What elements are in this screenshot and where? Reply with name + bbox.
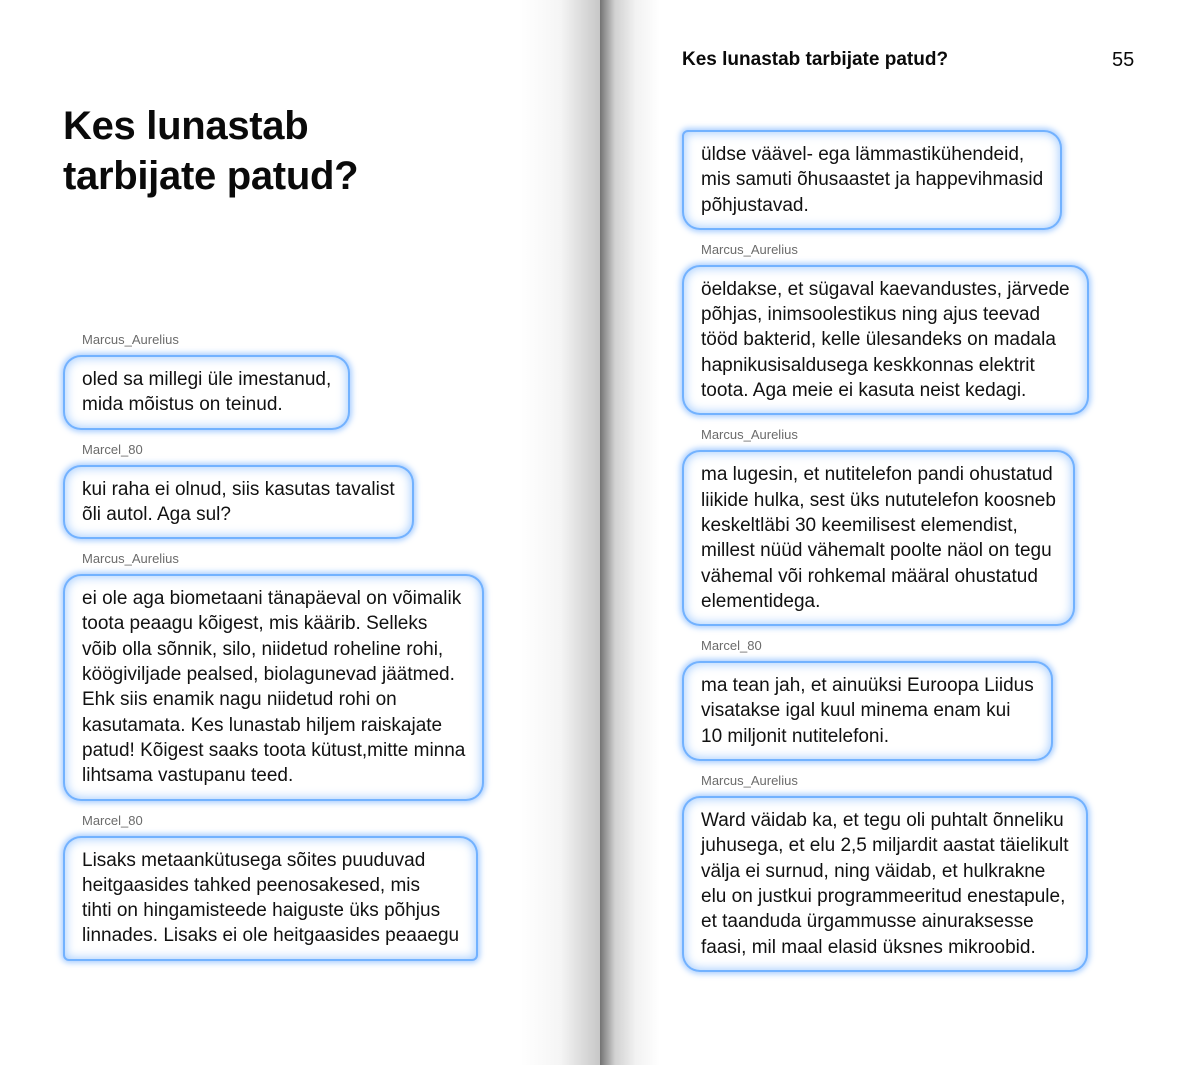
- message-username: Marcus_Aurelius: [701, 241, 798, 257]
- message-bubble: ma lugesin, et nutitelefon pandi ohustatud liikide hulka, sest üks nututelefon koosneb keskeltläbi 30 keemilisest elemendist, millest nüüd vähemalt poolte näol on tegu vähemal või rohkemal määral ohustatud elementidega.: [682, 450, 1075, 626]
- chat-message: [63, 332, 484, 430]
- chat-thread-left: [63, 332, 484, 961]
- message-username: Marcus_Aurelius: [82, 332, 179, 347]
- message-bubble: Ward väidab ka, et tegu oli puhtalt õnneliku juhusega, et elu 2,5 miljardit aastat täielikult välja ei surnud, ning väidab, et hulkrakne elu on justkui programmeeritud enestapule, et taanduda ürgammusse ainuraksesse faasi, mil maal elasid üksnes mikroobid.: [682, 796, 1088, 972]
- page-number: 55: [1112, 49, 1135, 71]
- page-title: Kes lunastab tarbijate patud?: [63, 104, 359, 198]
- message-bubble: ma tean jah, et ainuüksi Euroopa Liidus visatakse igal kuul minema enam kui 10 miljonit nutitelefoni.: [682, 661, 1053, 761]
- chat-message: [682, 638, 1089, 761]
- chat-message: [63, 442, 484, 540]
- chat-message: [682, 427, 1089, 626]
- message-username: Marcel_80: [82, 441, 143, 457]
- message-bubble: kui raha ei olnud, siis kasutas tavalist õli autol. Aga sul?: [63, 465, 414, 540]
- running-head: Kes lunastab tarbijate patud?: [682, 49, 949, 70]
- gutter-shadow-right: [600, 0, 660, 1065]
- message-bubble: Lisaks metaankütusega sõites puuduvad heitgaasides tahked peenosakesed, mis tihti on hingamisteede haiguste üks põhjus linnades. Lisaks ei ole heitgaasides peaaegu: [63, 836, 478, 961]
- message-bubble: öeldakse, et sügaval kaevandustes, järvede põhjas, inimsoolestikus ning ajus teevad tööd bakterid, kelle ülesandeks on madala hapnikusisaldusega keskkonnas elektrit toota. Aga meie ei kasuta neist kedagi.: [682, 265, 1089, 415]
- chat-message: [63, 551, 484, 800]
- gutter-shadow-left: [520, 0, 600, 1065]
- message-username: Marcus_Aurelius: [82, 551, 179, 567]
- message-username: Marcel_80: [701, 638, 762, 654]
- message-bubble: oled sa millegi üle imestanud, mida mõistus on teinud.: [63, 355, 350, 430]
- message-bubble: ei ole aga biometaani tänapäeval on võimalik toota peaagu kõigest, mis käärib. Selleks võib olla sõnnik, silo, niidetud roheline rohi, köögiviljade pealsed, biolagunevad jäätmed. Ehk siis enamik nagu niidetud rohi on kasutamata. Kes lunastab hiljem raiskajate patud! Kõigest saaks toota kütust,mitte minna lihtsama vastupanu teed.: [63, 574, 484, 800]
- message-bubble: üldse väävel- ega lämmastikühendeid, mis samuti õhusaastet ja happevihmasid põhjustavad.: [682, 130, 1062, 230]
- message-username: Marcel_80: [82, 812, 143, 828]
- message-username: Marcus_Aurelius: [701, 773, 798, 789]
- chat-message: [682, 242, 1089, 415]
- message-username: Marcus_Aurelius: [701, 427, 798, 443]
- chat-thread-right: [682, 130, 1089, 972]
- chat-message-continued: [682, 130, 1089, 230]
- chat-message: [682, 773, 1089, 972]
- chat-message: [63, 813, 484, 961]
